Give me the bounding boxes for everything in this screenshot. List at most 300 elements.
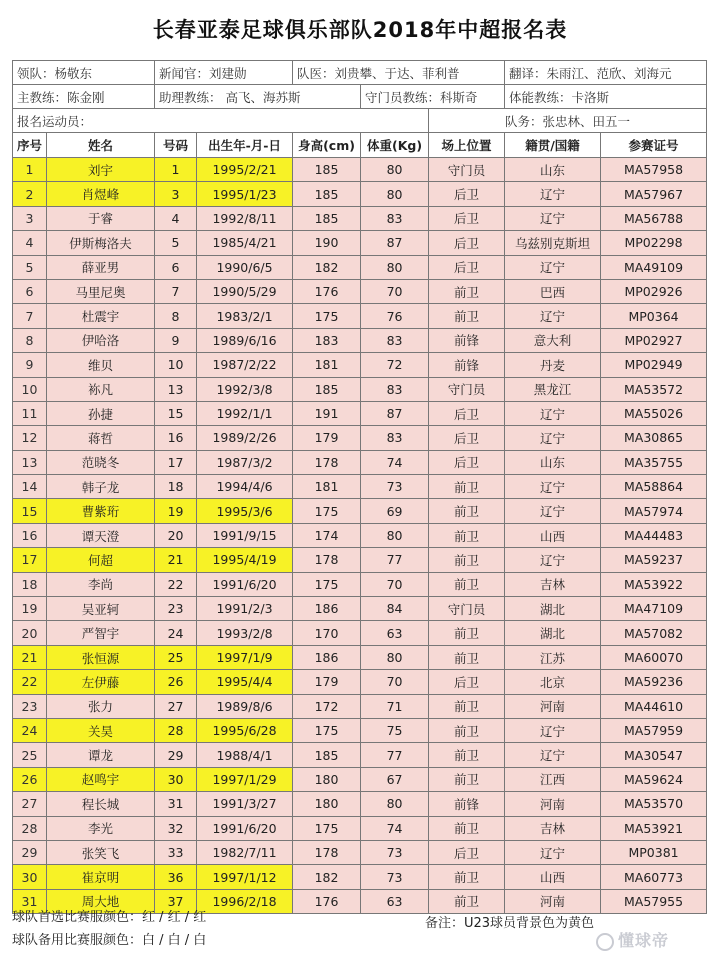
cell-name: 关昊 — [47, 718, 155, 742]
cell-dob: 1997/1/29 — [197, 767, 293, 791]
cell-height: 183 — [293, 328, 361, 352]
cell-name: 左伊藤 — [47, 670, 155, 694]
cell-dob: 1991/6/20 — [197, 816, 293, 840]
table-row — [13, 621, 707, 645]
cell-weight: 83 — [361, 206, 429, 230]
cell-origin: 山西 — [505, 523, 601, 547]
cell-index: 27 — [13, 792, 47, 816]
watermark-logo-icon — [596, 933, 614, 951]
cell-number: 15 — [155, 401, 197, 425]
table-row — [13, 377, 707, 401]
cell-dob: 1996/2/18 — [197, 889, 293, 913]
cell-index: 1 — [13, 158, 47, 182]
cell-name: 严智宇 — [47, 621, 155, 645]
cell-weight: 87 — [361, 401, 429, 425]
cell-index: 4 — [13, 231, 47, 255]
cell-number: 32 — [155, 816, 197, 840]
cell-number: 20 — [155, 523, 197, 547]
cell-index: 2 — [13, 182, 47, 206]
cell-weight: 70 — [361, 279, 429, 303]
cell-cert: MA30547 — [601, 743, 707, 767]
u23-note: 备注：U23球员背景色为黄色 — [425, 916, 595, 931]
staff-row-3 — [13, 109, 707, 133]
cell-weight: 67 — [361, 767, 429, 791]
cell-number: 29 — [155, 743, 197, 767]
cell-number: 21 — [155, 548, 197, 572]
table-row — [13, 548, 707, 572]
cell-position: 前卫 — [429, 572, 505, 596]
cell-name: 于睿 — [47, 206, 155, 230]
cell-name: 袮凡 — [47, 377, 155, 401]
cell-name: 伊斯梅洛夫 — [47, 231, 155, 255]
cell-weight: 80 — [361, 182, 429, 206]
cell-weight: 72 — [361, 353, 429, 377]
fitness-coach: 体能教练：卡洛斯 — [505, 85, 707, 109]
cell-dob: 1990/6/5 — [197, 255, 293, 279]
cell-position: 后卫 — [429, 401, 505, 425]
cell-name: 肖煜峰 — [47, 182, 155, 206]
cell-cert: MP0364 — [601, 304, 707, 328]
cell-origin: 湖北 — [505, 597, 601, 621]
cell-name: 杜震宇 — [47, 304, 155, 328]
cell-position: 后卫 — [429, 670, 505, 694]
cell-index: 25 — [13, 743, 47, 767]
cell-origin: 乌兹别克斯坦 — [505, 231, 601, 255]
cell-dob: 1991/9/15 — [197, 523, 293, 547]
table-row — [13, 792, 707, 816]
cell-position: 前卫 — [429, 621, 505, 645]
cell-cert: MP0381 — [601, 840, 707, 864]
cell-height: 185 — [293, 377, 361, 401]
table-row — [13, 816, 707, 840]
cell-number: 4 — [155, 206, 197, 230]
cell-name: 伊哈洛 — [47, 328, 155, 352]
table-row — [13, 426, 707, 450]
cell-dob: 1985/4/21 — [197, 231, 293, 255]
cell-cert: MA47109 — [601, 597, 707, 621]
cell-weight: 80 — [361, 255, 429, 279]
cell-number: 17 — [155, 450, 197, 474]
cell-origin: 辽宁 — [505, 475, 601, 499]
cell-cert: MA57082 — [601, 621, 707, 645]
cell-name: 谭龙 — [47, 743, 155, 767]
cell-origin: 山东 — [505, 450, 601, 474]
cell-index: 6 — [13, 279, 47, 303]
cell-name: 蒋哲 — [47, 426, 155, 450]
cell-height: 170 — [293, 621, 361, 645]
cell-weight: 70 — [361, 572, 429, 596]
cell-weight: 83 — [361, 377, 429, 401]
cell-weight: 80 — [361, 792, 429, 816]
table-row — [13, 255, 707, 279]
table-row — [13, 694, 707, 718]
cell-origin: 湖北 — [505, 621, 601, 645]
cell-index: 28 — [13, 816, 47, 840]
cell-position: 前卫 — [429, 865, 505, 889]
cell-name: 薛亚男 — [47, 255, 155, 279]
cell-cert: MA60070 — [601, 645, 707, 669]
table-row — [13, 182, 707, 206]
cell-cert: MA53922 — [601, 572, 707, 596]
cell-height: 178 — [293, 840, 361, 864]
cell-name: 周大地 — [47, 889, 155, 913]
cell-dob: 1995/4/4 — [197, 670, 293, 694]
registered-players-label: 报名运动员： — [13, 109, 429, 133]
cell-weight: 77 — [361, 743, 429, 767]
cell-weight: 74 — [361, 450, 429, 474]
cell-dob: 1995/4/19 — [197, 548, 293, 572]
cell-number: 31 — [155, 792, 197, 816]
cell-cert: MA49109 — [601, 255, 707, 279]
cell-weight: 80 — [361, 523, 429, 547]
cell-number: 28 — [155, 718, 197, 742]
cell-position: 前卫 — [429, 523, 505, 547]
cell-cert: MA53570 — [601, 792, 707, 816]
team-doctors: 队医：刘贵攀、于达、菲利普 — [293, 61, 505, 85]
cell-number: 1 — [155, 158, 197, 182]
press-officer: 新闻官：刘建勋 — [155, 61, 293, 85]
cell-dob: 1992/8/11 — [197, 206, 293, 230]
cell-index: 21 — [13, 645, 47, 669]
cell-dob: 1987/2/22 — [197, 353, 293, 377]
cell-name: 张笑飞 — [47, 840, 155, 864]
cell-weight: 69 — [361, 499, 429, 523]
header-position: 场上位置 — [429, 133, 505, 158]
cell-dob: 1997/1/12 — [197, 865, 293, 889]
cell-name: 李尚 — [47, 572, 155, 596]
cell-origin: 河南 — [505, 889, 601, 913]
cell-index: 31 — [13, 889, 47, 913]
team-leader: 领队：杨敬东 — [13, 61, 155, 85]
cell-origin: 江西 — [505, 767, 601, 791]
table-row — [13, 670, 707, 694]
table-row — [13, 328, 707, 352]
cell-dob: 1993/2/8 — [197, 621, 293, 645]
header-cert: 参赛证号 — [601, 133, 707, 158]
table-row — [13, 206, 707, 230]
cell-position: 前卫 — [429, 718, 505, 742]
cell-index: 19 — [13, 597, 47, 621]
cell-number: 22 — [155, 572, 197, 596]
cell-number: 33 — [155, 840, 197, 864]
cell-position: 守门员 — [429, 158, 505, 182]
cell-position: 守门员 — [429, 377, 505, 401]
cell-height: 179 — [293, 426, 361, 450]
cell-height: 191 — [293, 401, 361, 425]
cell-index: 3 — [13, 206, 47, 230]
cell-weight: 77 — [361, 548, 429, 572]
cell-dob: 1995/6/28 — [197, 718, 293, 742]
cell-index: 16 — [13, 523, 47, 547]
table-row — [13, 304, 707, 328]
cell-index: 30 — [13, 865, 47, 889]
cell-weight: 73 — [361, 475, 429, 499]
cell-height: 176 — [293, 279, 361, 303]
cell-number: 5 — [155, 231, 197, 255]
cell-height: 186 — [293, 597, 361, 621]
cell-index: 13 — [13, 450, 47, 474]
cell-dob: 1995/3/6 — [197, 499, 293, 523]
cell-dob: 1989/8/6 — [197, 694, 293, 718]
cell-index: 9 — [13, 353, 47, 377]
cell-weight: 87 — [361, 231, 429, 255]
cell-weight: 71 — [361, 694, 429, 718]
cell-name: 张力 — [47, 694, 155, 718]
cell-number: 23 — [155, 597, 197, 621]
table-row — [13, 523, 707, 547]
cell-number: 6 — [155, 255, 197, 279]
cell-height: 179 — [293, 670, 361, 694]
cell-origin: 辽宁 — [505, 548, 601, 572]
cell-weight: 70 — [361, 670, 429, 694]
cell-weight: 73 — [361, 840, 429, 864]
cell-cert: MP02927 — [601, 328, 707, 352]
goalkeeper-coach: 守门员教练：科斯奇 — [361, 85, 505, 109]
cell-position: 前锋 — [429, 353, 505, 377]
cell-number: 9 — [155, 328, 197, 352]
watermark — [596, 928, 669, 951]
cell-index: 8 — [13, 328, 47, 352]
cell-origin: 河南 — [505, 694, 601, 718]
cell-index: 7 — [13, 304, 47, 328]
cell-dob: 1990/5/29 — [197, 279, 293, 303]
cell-index: 26 — [13, 767, 47, 791]
cell-dob: 1987/3/2 — [197, 450, 293, 474]
cell-number: 19 — [155, 499, 197, 523]
cell-position: 后卫 — [429, 450, 505, 474]
table-row — [13, 231, 707, 255]
watermark-text: 懂球帝 — [618, 931, 670, 950]
head-coach: 主教练：陈金刚 — [13, 85, 155, 109]
cell-origin: 辽宁 — [505, 743, 601, 767]
cell-cert: MA59624 — [601, 767, 707, 791]
table-row — [13, 499, 707, 523]
cell-weight: 75 — [361, 718, 429, 742]
table-row — [13, 767, 707, 791]
table-row — [13, 158, 707, 182]
cell-cert: MA53572 — [601, 377, 707, 401]
cell-name: 孙捷 — [47, 401, 155, 425]
cell-origin: 辽宁 — [505, 304, 601, 328]
cell-name: 何超 — [47, 548, 155, 572]
cell-cert: MA60773 — [601, 865, 707, 889]
cell-dob: 1992/1/1 — [197, 401, 293, 425]
cell-number: 37 — [155, 889, 197, 913]
table-row — [13, 450, 707, 474]
cell-cert: MA56788 — [601, 206, 707, 230]
cell-index: 14 — [13, 475, 47, 499]
cell-height: 185 — [293, 743, 361, 767]
cell-height: 175 — [293, 816, 361, 840]
page-title: 长春亚泰足球俱乐部队2018年中超报名表 — [152, 18, 568, 42]
cell-name: 曹紫珩 — [47, 499, 155, 523]
table-row — [13, 645, 707, 669]
cell-cert: MP02926 — [601, 279, 707, 303]
cell-name: 马里尼奥 — [47, 279, 155, 303]
cell-origin: 辽宁 — [505, 255, 601, 279]
translators: 翻译：朱雨江、范欣、刘海元 — [505, 61, 707, 85]
cell-number: 25 — [155, 645, 197, 669]
cell-name: 崔京明 — [47, 865, 155, 889]
cell-cert: MA59237 — [601, 548, 707, 572]
cell-dob: 1983/2/1 — [197, 304, 293, 328]
cell-index: 23 — [13, 694, 47, 718]
cell-dob: 1995/1/23 — [197, 182, 293, 206]
cell-cert: MA57974 — [601, 499, 707, 523]
team-affairs: 队务：张忠林、田五一 — [429, 109, 707, 133]
cell-height: 178 — [293, 450, 361, 474]
cell-weight: 76 — [361, 304, 429, 328]
staff-row-1 — [13, 61, 707, 85]
cell-number: 7 — [155, 279, 197, 303]
table-row — [13, 718, 707, 742]
cell-cert: MA59236 — [601, 670, 707, 694]
cell-height: 175 — [293, 304, 361, 328]
header-name: 姓名 — [47, 133, 155, 158]
cell-position: 守门员 — [429, 597, 505, 621]
cell-origin: 北京 — [505, 670, 601, 694]
cell-dob: 1988/4/1 — [197, 743, 293, 767]
cell-position: 前卫 — [429, 743, 505, 767]
cell-height: 181 — [293, 353, 361, 377]
cell-name: 韩子龙 — [47, 475, 155, 499]
cell-position: 后卫 — [429, 840, 505, 864]
cell-position: 前卫 — [429, 889, 505, 913]
cell-origin: 河南 — [505, 792, 601, 816]
cell-number: 10 — [155, 353, 197, 377]
cell-name: 李光 — [47, 816, 155, 840]
cell-weight: 80 — [361, 158, 429, 182]
cell-origin: 辽宁 — [505, 206, 601, 230]
cell-height: 180 — [293, 767, 361, 791]
cell-position: 前锋 — [429, 328, 505, 352]
cell-number: 26 — [155, 670, 197, 694]
cell-cert: MA57967 — [601, 182, 707, 206]
cell-number: 18 — [155, 475, 197, 499]
header-weight: 体重(Kg) — [361, 133, 429, 158]
header-dob: 出生年-月-日 — [197, 133, 293, 158]
cell-index: 17 — [13, 548, 47, 572]
cell-index: 5 — [13, 255, 47, 279]
registration-table — [12, 60, 707, 914]
header-number: 号码 — [155, 133, 197, 158]
cell-name: 张恒源 — [47, 645, 155, 669]
cell-weight: 80 — [361, 645, 429, 669]
cell-number: 30 — [155, 767, 197, 791]
cell-position: 前卫 — [429, 694, 505, 718]
table-row — [13, 572, 707, 596]
cell-name: 维贝 — [47, 353, 155, 377]
cell-dob: 1991/6/20 — [197, 572, 293, 596]
cell-dob: 1982/7/11 — [197, 840, 293, 864]
table-row — [13, 840, 707, 864]
table-row — [13, 865, 707, 889]
cell-position: 前卫 — [429, 499, 505, 523]
cell-index: 15 — [13, 499, 47, 523]
assistant-coaches: 助理教练： 高飞、海苏斯 — [155, 85, 361, 109]
cell-height: 186 — [293, 645, 361, 669]
cell-dob: 1995/2/21 — [197, 158, 293, 182]
header-index: 序号 — [13, 133, 47, 158]
cell-cert: MA44610 — [601, 694, 707, 718]
cell-cert: MA44483 — [601, 523, 707, 547]
cell-origin: 丹麦 — [505, 353, 601, 377]
cell-weight: 63 — [361, 889, 429, 913]
cell-dob: 1994/4/6 — [197, 475, 293, 499]
cell-origin: 辽宁 — [505, 182, 601, 206]
cell-dob: 1989/6/16 — [197, 328, 293, 352]
cell-position: 后卫 — [429, 255, 505, 279]
cell-cert: MA58864 — [601, 475, 707, 499]
cell-cert: MA57958 — [601, 158, 707, 182]
cell-index: 10 — [13, 377, 47, 401]
table-row — [13, 279, 707, 303]
cell-position: 前卫 — [429, 816, 505, 840]
cell-weight: 63 — [361, 621, 429, 645]
cell-cert: MA30865 — [601, 426, 707, 450]
cell-origin: 辽宁 — [505, 499, 601, 523]
cell-position: 前卫 — [429, 279, 505, 303]
cell-height: 185 — [293, 182, 361, 206]
cell-weight: 83 — [361, 426, 429, 450]
cell-origin: 山西 — [505, 865, 601, 889]
cell-origin: 吉林 — [505, 572, 601, 596]
cell-origin: 辽宁 — [505, 718, 601, 742]
cell-origin: 黑龙江 — [505, 377, 601, 401]
cell-origin: 山东 — [505, 158, 601, 182]
cell-index: 29 — [13, 840, 47, 864]
cell-index: 12 — [13, 426, 47, 450]
cell-position: 前卫 — [429, 304, 505, 328]
alternate-kit-colors: 球队备用比赛服颜色：白 / 白 / 白 — [12, 933, 207, 948]
cell-position: 前卫 — [429, 548, 505, 572]
cell-height: 182 — [293, 865, 361, 889]
cell-weight: 83 — [361, 328, 429, 352]
cell-origin: 江苏 — [505, 645, 601, 669]
cell-position: 后卫 — [429, 426, 505, 450]
cell-weight: 84 — [361, 597, 429, 621]
cell-dob: 1992/3/8 — [197, 377, 293, 401]
cell-position: 后卫 — [429, 182, 505, 206]
table-row — [13, 743, 707, 767]
cell-index: 24 — [13, 718, 47, 742]
cell-name: 程长城 — [47, 792, 155, 816]
cell-number: 8 — [155, 304, 197, 328]
cell-name: 谭天澄 — [47, 523, 155, 547]
cell-height: 181 — [293, 475, 361, 499]
cell-name: 刘宇 — [47, 158, 155, 182]
table-header — [13, 133, 707, 158]
cell-cert: MA53921 — [601, 816, 707, 840]
cell-cert: MA55026 — [601, 401, 707, 425]
cell-position: 后卫 — [429, 206, 505, 230]
cell-cert: MP02298 — [601, 231, 707, 255]
cell-origin: 吉林 — [505, 816, 601, 840]
cell-position: 前卫 — [429, 475, 505, 499]
cell-index: 22 — [13, 670, 47, 694]
cell-height: 176 — [293, 889, 361, 913]
cell-origin: 巴西 — [505, 279, 601, 303]
cell-dob: 1989/2/26 — [197, 426, 293, 450]
cell-dob: 1991/2/3 — [197, 597, 293, 621]
table-row — [13, 401, 707, 425]
cell-height: 172 — [293, 694, 361, 718]
cell-height: 178 — [293, 548, 361, 572]
cell-height: 180 — [293, 792, 361, 816]
cell-origin: 辽宁 — [505, 401, 601, 425]
table-row — [13, 597, 707, 621]
cell-origin: 辽宁 — [505, 426, 601, 450]
